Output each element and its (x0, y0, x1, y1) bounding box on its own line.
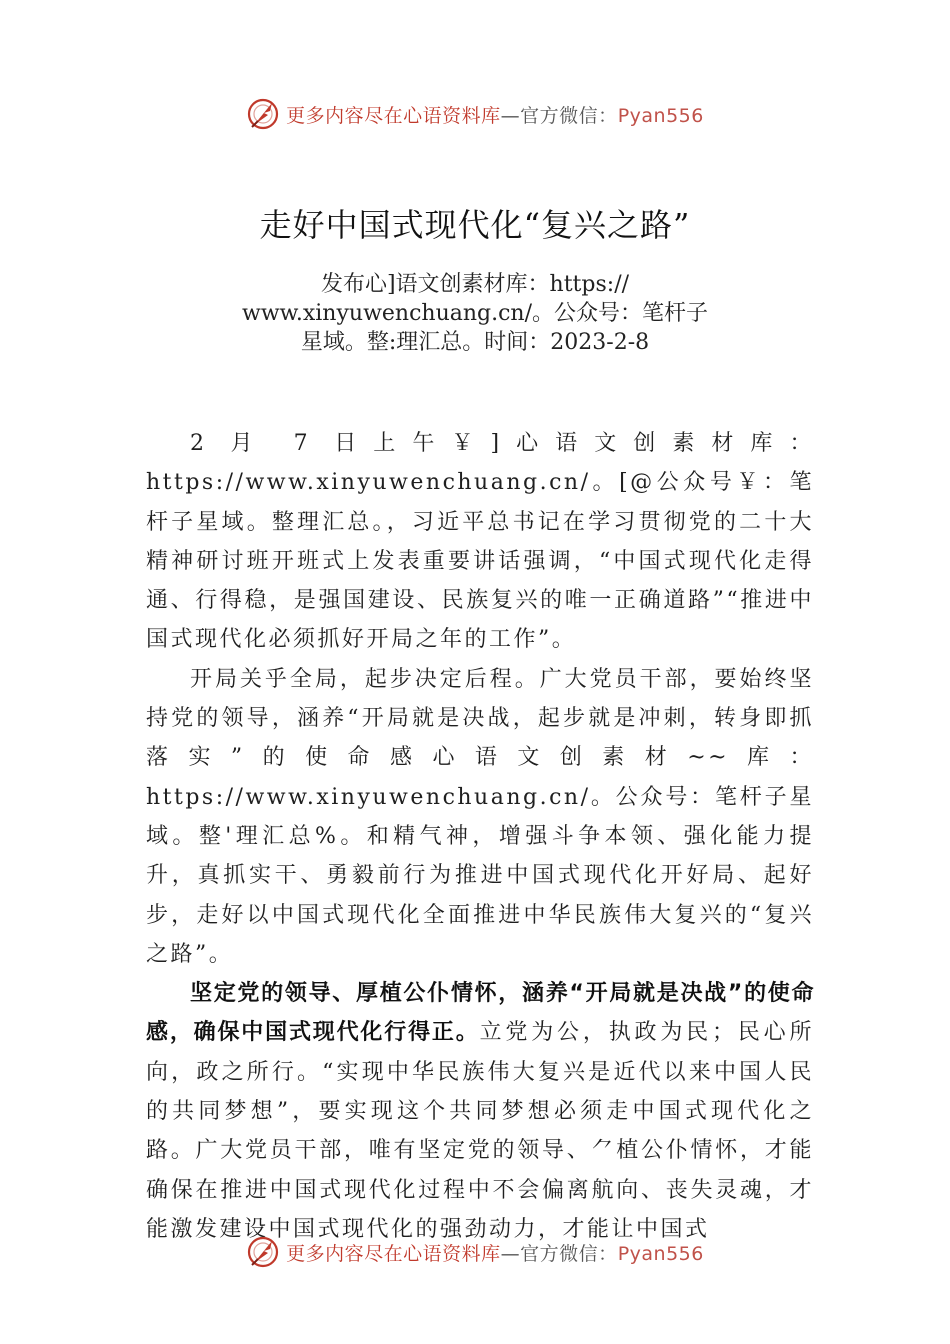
banner-dash: — (500, 104, 521, 127)
banner-wechat-label: 官方微信： (520, 104, 618, 127)
quill-logo-icon (246, 1235, 280, 1269)
banner-text (286, 101, 704, 128)
banner-wechat-id: Pyan556 (617, 1242, 704, 1265)
banner-wechat-label: 官方微信： (520, 1242, 618, 1265)
footer-banner (0, 1232, 950, 1272)
meta-line: 星域。整:理汇总。时间：2023-2-8 (300, 330, 650, 355)
meta-line: 发布心]语文创素材库：https:// (320, 272, 630, 297)
page-title: 走好中国式现代化“复兴之路” (259, 206, 691, 244)
paragraph-3 (146, 974, 814, 1249)
paragraph-3-text: 立党为公，执政为民；民心所向，政之所行。“实现中华民族伟大复兴是近代以来中国人民的共同梦想”，要实现这个共同梦想必须走中国式现代化之路。广大党员干部，唯有坚定党的领导、⺈植公仆情怀，才能确保在推进中国式现代化过程中不会偏离航向、丧失灵魂，才能激发建设中国式现代化的强劲动力，才能让中国式 (146, 1020, 814, 1242)
article-body (146, 424, 814, 1249)
paragraph-2: 开局关乎全局，起步决定后程。广大党员干部，要始终坚持党的领导，涵养“开局就是决战，起步就是冲刺，转身即抓落实”的使命感心语文创素材~~库：https://www.xinyuwenchuang.cn/。公众号：笔杆子星域。整'理汇总%。和精气神，增强斗争本领、强化能力提升，真抓实干、勇毅前行为推进中国式现代化开好局、起好步，走好以中国式现代化全面推进中华民族伟大复兴的“复兴之路”。 (146, 666, 814, 967)
banner-wechat-id: Pyan556 (617, 104, 704, 127)
meta-line: www.xinyuwenchuang.cn/。公众号：笔杆子 (241, 301, 709, 326)
banner-text (286, 1239, 704, 1266)
banner-main-text: 更多内容尽在心语资料库 (286, 104, 501, 127)
banner-main-text: 更多内容尽在心语资料库 (286, 1242, 501, 1265)
paragraph-3-heading: 坚定党的领导、厚植公仆情怀，涵养“开局就是决战”的使命感，确保中国式现代化行得正。 (146, 981, 814, 1046)
paragraph-1: 2 月 7 日上午￥]心语文创素材库：https://www.xinyuwenchuang.cn/。[@公众号￥：笔杆子星域。整理汇总。，习近平总书记在学习贯彻党的二十大精神研讨班开班式上发表重要讲话强调，“中国式现代化走得通、行得稳，是强国建设、民族复兴的唯一正确道路”“推进中国式现代化必须抓好开局之年的工作”。 (146, 431, 814, 653)
banner-dash: — (500, 1242, 521, 1265)
header-banner (0, 94, 950, 134)
publication-meta (0, 270, 950, 357)
quill-logo-icon (246, 97, 280, 131)
